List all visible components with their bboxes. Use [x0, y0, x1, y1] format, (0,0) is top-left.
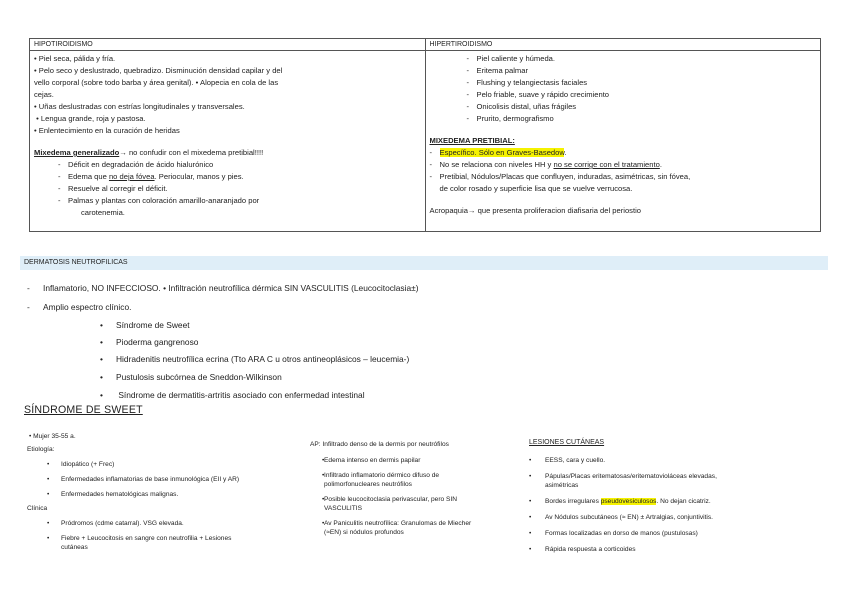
mixedema-item-text: . Periocular, manos y pies. [154, 172, 244, 181]
sub-item: • Hidradenitis neutrofílica ecrina (Tto ARA C u otros antineoplásicos – leucemia-) [100, 354, 410, 364]
etiologia-item: • Idiopático (+ Frec) [27, 460, 297, 469]
hiper-item-text: Eritema palmar [476, 66, 528, 75]
sub-item-text: Síndrome de Sweet [116, 320, 190, 330]
lesion-item [529, 456, 829, 465]
lesion-item-text: • EESS, cara y cuello. [545, 457, 606, 464]
hipotiroidismo-cell [30, 51, 426, 232]
sub-item-text: Pustulosis subcórnea de Sneddon-Wilkinson [116, 372, 282, 382]
ap-title: AP: Infiltrado denso de la dermis por neutrófilos [310, 441, 449, 448]
lesion-item-text: Bordes irregulares [545, 498, 601, 505]
pretibial-item-text: . [659, 160, 662, 169]
lesion-highlight: pseudovesiculosos [600, 498, 657, 505]
mixedema-item: - Palmas y plantas con coloración amarillo-anaranjado por [58, 196, 260, 205]
dash-line-text: Inflamatorio, NO INFECCIOSO. • Infiltración neutrofílica dérmica SIN VASCULITIS (Leucocitoclasia±) [43, 283, 419, 293]
mixedema-item-underline: no deja fóvea [108, 172, 155, 181]
pretibial-title: MIXEDEMA PRETIBIAL: [429, 136, 515, 145]
hipo-line: • Enlentecimiento en la curación de heridas [34, 126, 180, 135]
lesion-item-text: • Rápida respuesta a corticoides [545, 546, 636, 553]
section-band: DERMATOSIS NEUTROFILICAS [20, 256, 828, 270]
sub-item: • Síndrome de Sweet [100, 320, 190, 330]
lesion-item-text: • Pápulas/Placas eritematosas/eritematovioláceas elevadas, [545, 473, 717, 480]
clinica-item-text: • Pródromos (cdme catarral). VSG elevada. [61, 520, 184, 527]
lesion-item-text: . No dejan cicatriz. [656, 498, 711, 505]
mixedema-item-text: Resuelve al corregir el déficit. [68, 184, 168, 193]
clinica-label: Clínica [27, 505, 48, 512]
mixedema-item-text: Palmas y plantas con coloración amarillo-anaranjado por [68, 196, 260, 205]
hiper-item-text: Pelo friable, suave y rápido crecimiento [476, 90, 610, 99]
mixedema-arrow-note: → no confudir con el mixedema pretibial!!!! [119, 148, 264, 157]
sub-item-text: Pioderma gangrenoso [116, 337, 199, 347]
lesion-item-text: asimétricas [545, 482, 579, 489]
sweet-age-text: Mujer 35-55 a. [33, 433, 76, 440]
dash-line-text: Amplio espectro clínico. [43, 302, 132, 312]
pretibial-item-cont: de color rosado y superficie lisa que se vuelve verrucosa. [439, 184, 633, 193]
dash-line: - Inflamatorio, NO INFECCIOSO. • Infiltración neutrofílica dérmica SIN VASCULITIS (Leucocitoclasia±) [27, 283, 419, 293]
hipo-line: vello corporal (sobre todo barba y área genital). • Alopecia en cola de las [34, 78, 279, 87]
etiologia-item: • Enfermedades inflamatorias de base inmunológica (EII y AR) [27, 475, 297, 484]
pretibial-item-text: No se relaciona con niveles HH y [439, 160, 554, 169]
hiper-item-text: Prurito, dermografismo [476, 114, 554, 123]
lesiones-title: LESIONES CUTÁNEAS [529, 439, 605, 446]
sub-item: • Pioderma gangrenoso [100, 337, 199, 347]
clinica-item-text: cutáneas [61, 544, 88, 551]
etiologia-label: Etiología: [27, 446, 55, 453]
ap-item [310, 456, 520, 465]
clinica-item [27, 534, 297, 552]
etiologia-item: • Enfermedades hematológicas malignas. [27, 490, 297, 499]
sweet-title: SÍNDROME DE SWEET [24, 404, 143, 416]
hipo-line: • Lengua grande, roja y pastosa. [34, 114, 146, 123]
clinica-item [27, 519, 297, 528]
pretibial-highlight: Específico. Sólo en Graves-Basedow [439, 148, 565, 157]
ap-item [310, 495, 520, 513]
ap-item-text: • Av Paniculitis neutrofílica: Granulomas de Miecher [324, 520, 472, 527]
hiper-item: - Eritema palmar [466, 66, 528, 75]
lesion-item-text: • Av Nódulos subcutáneos (≈ EN) ± Artralgias, conjuntivitis. [545, 514, 714, 521]
hipertiroidismo-header: HIPERTIROIDISMO [425, 39, 821, 51]
pretibial-item-text: Pretibial, Nódulos/Placas que confluyen, induradas, asimétricas, sin fóvea, [439, 172, 691, 181]
hipo-line: cejas. [34, 90, 54, 99]
ap-item [310, 471, 520, 489]
mixedema-heading [34, 147, 421, 159]
sub-item-text: Síndrome de dermatitis-artritis asociado con enfermedad intestinal [116, 390, 365, 400]
lesion-item [529, 513, 829, 522]
sweet-column-1 [27, 432, 297, 552]
hipo-line: • Pelo seco y deslustrado, quebradizo. Disminución densidad capilar y del [34, 66, 283, 75]
sub-item: • Pustulosis subcórnea de Sneddon-Wilkinson [100, 372, 282, 382]
pretibial-item: - Específico. Sólo en Graves-Basedow. [429, 148, 567, 157]
hipo-line: • Piel seca, pálida y fría. [34, 54, 116, 63]
sub-item-text: Hidradenitis neutrofílica ecrina (Tto ARA C u otros antineoplásicos – leucemia-) [116, 354, 410, 364]
mixedema-item: - Déficit en degradación de ácido hialurónico [58, 160, 214, 169]
mixedema-item-text: Déficit en degradación de ácido hialurónico [68, 160, 214, 169]
hiper-item: - Pelo friable, suave y rápido crecimiento [466, 90, 610, 99]
hiper-item: - Prurito, dermografismo [466, 114, 554, 123]
mixedema-title: Mixedema generalizado [34, 148, 120, 157]
hiper-item-text: Flushing y telangiectasis faciales [476, 78, 588, 87]
ap-item-text: • Posible leucocitoclasia perivascular, pero SIN [324, 496, 458, 503]
lesion-item-text: • Formas localizadas en dorso de manos (pustulosas) [545, 530, 698, 537]
sub-item: • Síndrome de dermatitis-artritis asociado con enfermedad intestinal [100, 390, 365, 400]
acropaquia-note: Acropaquia→ que presenta proliferacion diafisaria del periostio [429, 206, 641, 215]
ap-item-text: • Infiltrado inflamatorio dérmico difuso de [324, 472, 440, 479]
hiper-item-text: Piel caliente y húmeda. [476, 54, 556, 63]
hiper-item: - Flushing y telangiectasis faciales [466, 78, 588, 87]
lesion-item [529, 529, 829, 538]
lesion-item [529, 472, 829, 490]
sweet-age: • Mujer 35-55 a. [29, 433, 76, 440]
mixedema-item: - Resuelve al corregir el déficit. [58, 184, 168, 193]
hipo-line: • Uñas deslustradas con estrías longitudinales y transversales. [34, 102, 245, 111]
pretibial-item-underline: no se corrige con el tratamiento [553, 160, 660, 169]
pretibial-item-text: . [564, 148, 567, 157]
mixedema-item-cont: carotenemia. [81, 208, 125, 217]
ap-item-text: • Edema intenso en dermis papilar [324, 457, 421, 464]
hipotiroidismo-header: HIPOTIROIDISMO [30, 39, 426, 51]
ap-item-text: (≈EN) si nódulos profundos [324, 529, 404, 536]
hiper-item-text: Onicolisis distal, uñas frágiles [476, 102, 577, 111]
pretibial-item: - Pretibial, Nódulos/Placas que confluyen, induradas, asimétricas, sin fóvea, [429, 172, 691, 181]
sweet-column-3 [529, 438, 829, 554]
thyroid-comparison-table [29, 38, 821, 232]
ap-item [310, 519, 520, 537]
pretibial-item: - No se relaciona con niveles HH y no se corrige con el tratamiento. [429, 160, 662, 169]
lesion-item [529, 545, 829, 554]
hipertiroidismo-cell [425, 51, 821, 232]
hiper-item: - Onicolisis distal, uñas frágiles [466, 102, 577, 111]
mixedema-item-text: Edema que [68, 172, 109, 181]
sweet-column-2 [310, 440, 520, 537]
ap-item-text: VASCULITIS [324, 505, 362, 512]
clinica-item-text: • Fiebre + Leucocitosis en sangre con neutrofilia + Lesiones [61, 535, 232, 542]
mixedema-item: - Edema que no deja fóvea. Periocular, manos y pies. [58, 172, 244, 181]
hiper-item: - Piel caliente y húmeda. [466, 54, 556, 63]
ap-item-text: polimorfonucleares neutrófilos [324, 481, 412, 488]
dash-line: - Amplio espectro clínico. [27, 302, 132, 312]
lesion-item [529, 497, 829, 506]
